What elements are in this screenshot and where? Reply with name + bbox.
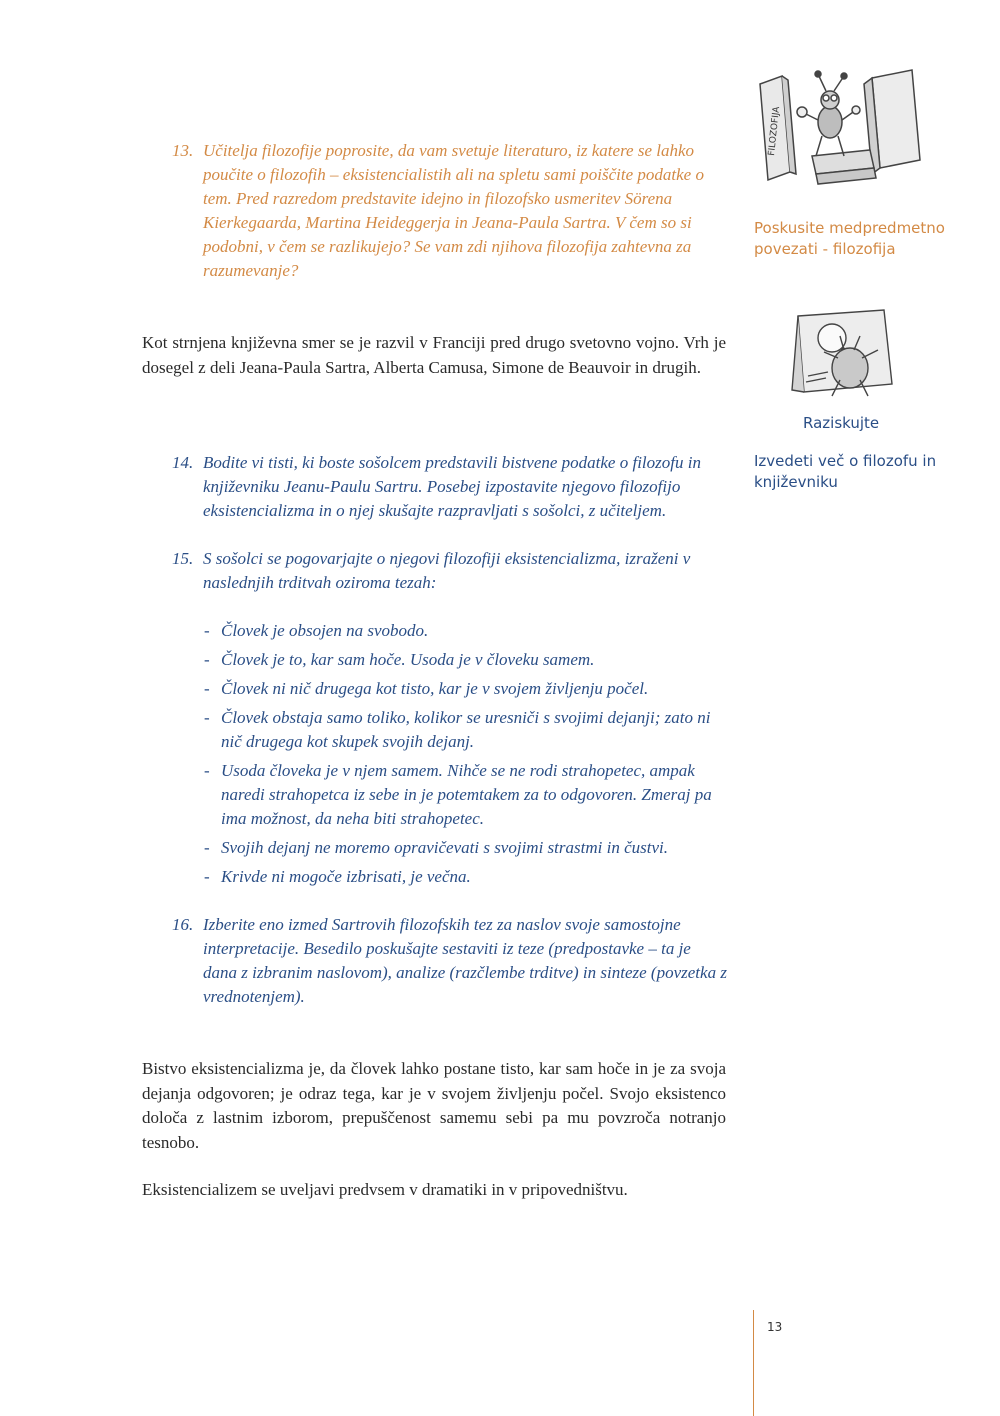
list-item: - Človek je to, kar sam hoče. Usoda je v človeku samem. [204,648,734,672]
list-item: - Svojih dejanj ne moremo opravičevati s svojimi strastmi in čustvi. [204,836,734,860]
theses-list [204,619,734,894]
task-text: Bodite vi tisti, ki boste sošolcem predstavili bistvene podatke o filozofu in književniku Jeanu-Paulu Sartru. Posebej izpostavite njegovo filozofijo eksistencializma in o njej skušajte razpravljati s sošolci, z učiteljem. [203,453,701,520]
sidebar-connect-label: Poskusite medpredmetno povezati - filozofija [754,219,945,258]
paragraph-genres: Eksistencializem se uveljavi predvsem v dramatiki in v pripovedništvu. [142,1180,628,1199]
task-text: Učitelja filozofije poprosite, da vam svetuje literaturo, iz katere se lahko poučite o filozofih – eksistencialistih ali na spletu sami poiščite podatke o tem. Pred razredom predstavite idejno in filozofsko usmeritev Sörena Kierkegaarda, Martina Heideggerja in Jeana-Paula Sartra. V čem so si podobni, v čem se razlikujejo? Se vam zdi njihova filozofija zahtevna za razumevanje? [203,141,704,280]
task-14 [172,451,728,523]
task-number: 16. [172,915,194,934]
task-text: S sošolci se pogovarjajte o njegovi filozofiji eksistencializma, izraženi v naslednjih trditvah oziroma tezah: [203,549,691,592]
paragraph-intro: Kot strnjena književna smer se je razvil v Franciji pred drugo svetovno vojno. Vrh je dosegel z deli Jeana-Paula Sartra, Alberta Camusa, Simone de Beauvoir in drugih. [142,333,726,377]
task-16 [172,913,728,1009]
paragraph-essence: Bistvo eksistencializma je, da človek lahko postane tisto, kar sam hoče in je za svoja dejanja odgovoren; je odraz tega, kar je v svojem življenju počel. Svojo eksistenco določa z lastnim izborom, prepuščenost samemu sebi pa mu povzroča notranjo tesnobo. [142,1059,726,1152]
task-text: Izberite eno izmed Sartrovih filozofskih tez za naslov svoje samostojne interpretacije. Besedilo poskušajte sestaviti iz teze (predpostavke – ta je dana z izbranim naslovom), analize (razčlembe trditve) in sinteze (povzetka z vrednotenjem). [203,915,727,1006]
task-number: 13. [172,141,194,160]
books-with-insect-icon [752,64,924,194]
task-number: 14. [172,453,194,472]
book-spine-text: FILOZOFIJA [767,106,783,157]
magnifier-insect-icon [788,306,900,404]
task-15 [172,547,728,595]
task-number: 15. [172,549,194,568]
list-item: - Človek obstaja samo toliko, kolikor se uresniči s svojimi dejanji; zato ni nič drugega kot skupek svojih dejanj. [204,706,734,754]
list-item: - Usoda človeka je v njem samem. Nihče se ne rodi strahopetec, ampak naredi strahopetca iz sebe in je potemtakem za to odgovoren. Zmeraj pa ima možnost, da neha biti strahopetec. [204,759,734,831]
footer-divider [753,1310,754,1416]
list-item: - Človek je obsojen na svobodo. [204,619,734,643]
list-item: - Krivde ni mogoče izbrisati, je večna. [204,865,734,889]
list-item: - Človek ni nič drugega kot tisto, kar je v svojem življenju počel. [204,677,734,701]
sidebar-explore-title: Raziskujte [803,414,880,432]
page-number: 13 [767,1320,783,1334]
task-13 [172,139,728,283]
sidebar-explore-text: Izvedeti več o filozofu in književniku [754,452,937,491]
